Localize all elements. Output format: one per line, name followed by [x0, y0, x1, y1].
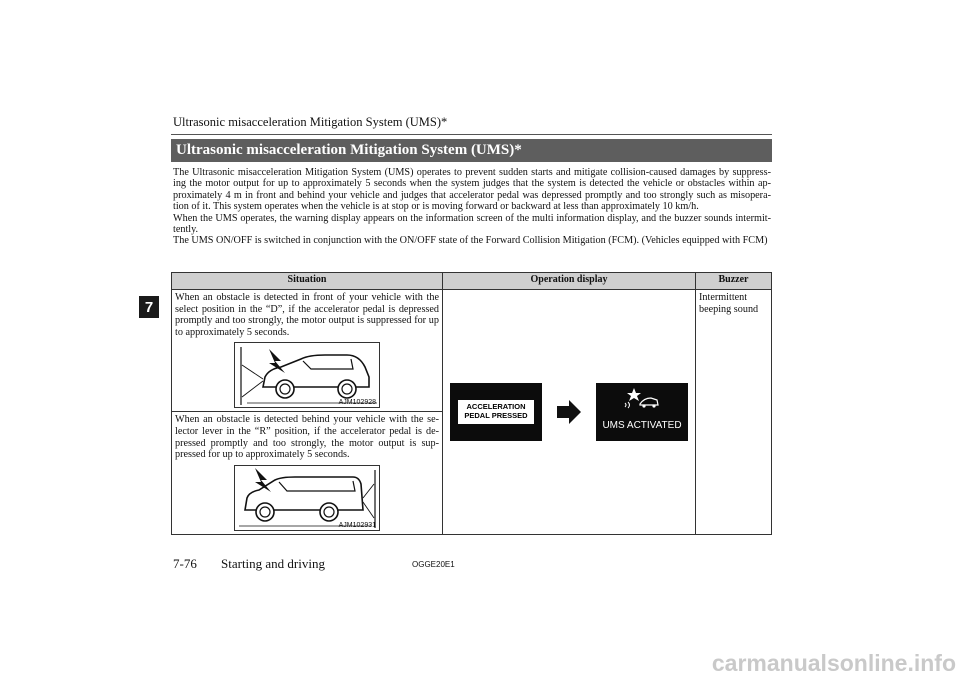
section-name: Starting and driving [221, 556, 325, 571]
car-rear-illustration [235, 466, 379, 530]
operation-display-cell [443, 290, 696, 535]
table-row [172, 290, 772, 412]
screen-acceleration-pressed [450, 383, 542, 441]
figure-front-code: AJM102928 [338, 399, 376, 407]
header-buzzer: Buzzer [696, 273, 772, 290]
display-sequence [446, 383, 692, 441]
intro-text [173, 167, 771, 247]
situation-front-text: When an obstacle is detected in front of your vehicle with the select position in the “D”, if the accelerator pedal is depressed promptly and too strongly, the motor output is suppressed for up to approximately 5 seconds. [175, 292, 439, 338]
header-divider [171, 134, 772, 135]
ums-collision-icon [624, 387, 660, 409]
header-situation: Situation [172, 273, 443, 290]
buzzer-text: Intermittent beeping sound [699, 292, 759, 315]
running-head: Ultrasonic misacceleration Mitigation System (UMS)* [173, 115, 448, 129]
manual-code: OGGE20E1 [412, 560, 455, 569]
car-front-illustration [235, 343, 379, 407]
acceleration-line-1: ACCELERATION [466, 402, 526, 412]
arrow-right-icon [556, 399, 582, 425]
table-header-row [172, 273, 772, 290]
section-title: Ultrasonic misacceleration Mitigation System (UMS)* [171, 139, 772, 162]
ums-activated-text: UMS ACTIVATED [602, 419, 682, 431]
watermark: carmanualsonline.info [711, 650, 956, 676]
buzzer-cell [696, 290, 772, 535]
figure-rear-code: AJM102931 [338, 521, 376, 529]
screen-ums-activated [596, 383, 688, 441]
intro-paragraph-1: The Ultrasonic misacceleration Mitigation System (UMS) operates to prevent sudden starts and mitigate collision-caused damages by suppress-ing the motor output for up to approximately 5 seconds when the system judges that the system is detected the vehicle or obstacles within ap-proximately 4 m in front and behind your vehicle and judges that accelerator pedal was depressed promptly and too strongly such as misopera-tion of it. This system operates when the vehicle is at stop or is moving forward or backward at less than approximately 10 km/h. [173, 167, 771, 213]
figure-front-obstacle [234, 342, 380, 408]
acceleration-line-2: PEDAL PRESSED [464, 410, 528, 420]
situation-rear-text: When an obstacle is detected behind your vehicle with the se-lector lever in the “R” position, if the accelerator pedal is de-pressed promptly and too strongly, the motor output is sup-pressed for up to approximately 5 seconds. [175, 414, 439, 461]
intro-paragraph-3: The UMS ON/OFF is switched in conjunction with the ON/OFF state of the Forward Collision Mitigation (FCM). (Vehicles equipped with FCM) [173, 235, 768, 247]
header-operation-display: Operation display [443, 273, 696, 290]
page-number: 7-76 [173, 556, 197, 571]
acceleration-warning-box [458, 400, 534, 424]
intro-paragraph-2: When the UMS operates, the warning display appears on the information screen of the multi information display, and the buzzer sounds intermit-tently. [173, 212, 771, 236]
figure-rear-obstacle [234, 465, 380, 531]
operation-table [171, 272, 772, 535]
situation-rear-cell [172, 412, 443, 534]
chapter-tab[interactable]: 7 [139, 296, 159, 318]
situation-front-cell [172, 290, 443, 412]
